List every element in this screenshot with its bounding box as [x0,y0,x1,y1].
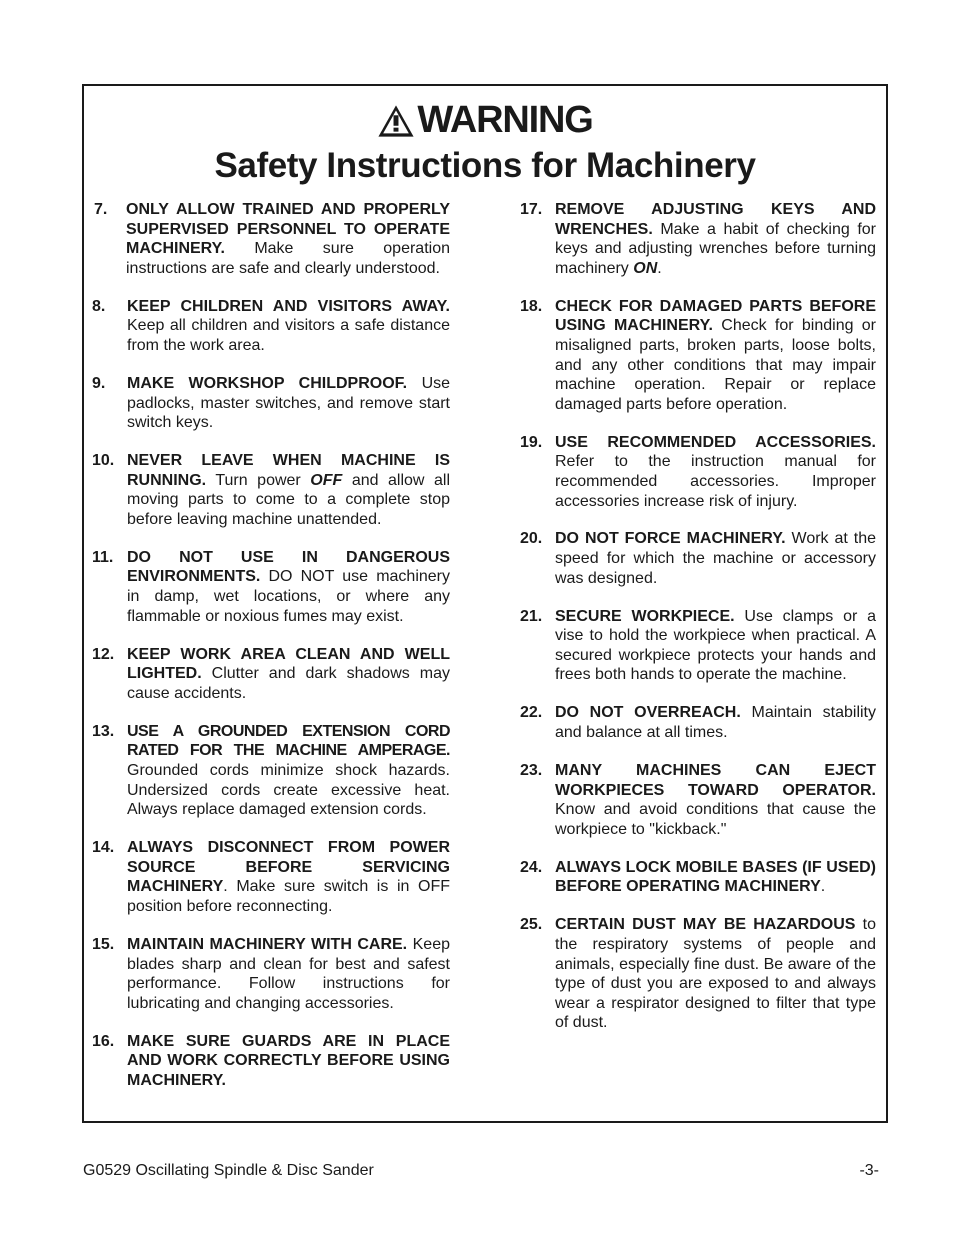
item-number: 11. [92,548,114,566]
item-text: Use clamps or a vise to hold the workpiece when practical. A secured workpiece protects your hands and frees both hands to operate the machine. [555,607,877,684]
item-number: 13. [92,722,115,740]
item-number: 9. [92,374,106,392]
item-text: . Make sure switch is in OFF position before reconnecting. [127,878,450,915]
item-number: 16. [92,1032,115,1050]
item-text: Make a habit of checking for keys and adjusting wrenches before turning machinery [555,220,876,277]
item-heading: MANY MACHINES CAN EJECT WORKPIECES TOWARD OPERATOR. [555,762,876,799]
safety-item-19 [520,433,876,511]
safety-item-7 [92,200,450,278]
warning-header [84,98,886,188]
safety-item-23 [520,761,876,839]
item-number: 15. [92,935,115,953]
item-heading: MAKE WORKSHOP CHILDPROOF. [127,374,408,392]
safety-item-14 [92,838,450,916]
item-heading: DO NOT FORCE MACHINERY. [555,530,786,548]
item-heading: REMOVE ADJUSTING KEYS AND WRENCHES. [555,201,876,238]
item-number: 18. [520,297,543,315]
left-column [92,200,450,1109]
item-text: Use padlocks, master switches, and remove start switch keys. [127,374,451,432]
item-text: to the respiratory systems of people and animals, especially fine dust. Be aware of the type of dust you are exposed to and always wear a respirator designed to filter that type of dust. [555,916,876,1032]
item-heading: NEVER LEAVE WHEN MACHINE IS RUNNING. [127,452,450,489]
item-number: 23. [520,762,543,779]
warning-heading [84,98,886,142]
item-number: 14. [92,839,115,857]
item-heading: ALWAYS LOCK MOBILE BASES (IF USED) BEFORE OPERATING MACHINERY [555,858,876,896]
item-number: 21. [520,607,543,625]
item-number: 12. [92,645,115,663]
item-number: 24. [520,858,543,876]
safety-item-9 [92,374,450,433]
item-text: DO NOT use machinery in damp, wet locations, or where any flammable or noxious fumes may exist. [127,568,450,625]
item-text: Make sure operation instructions are safe and clearly understood. [126,240,450,277]
item-text: Clutter and dark shadows may cause accidents. [127,665,450,702]
footer-manual-title: G0529 Oscillating Spindle & Disc Sander [83,1162,374,1179]
safety-item-20 [520,529,876,588]
item-emphasis: ON [633,259,658,277]
safety-item-10 [92,451,450,529]
item-text: and allow all moving parts to come to a complete stop before leaving machine unattended. [127,471,451,528]
safety-item-8 [92,297,450,356]
safety-item-11 [92,548,450,626]
safety-item-13 [92,722,450,820]
item-heading: KEEP WORK AREA CLEAN AND WELL LIGHTED. [127,645,450,683]
safety-item-22 [520,703,876,742]
item-text: Maintain stability and balance at all times. [555,704,877,742]
item-text: Grounded cords minimize shock hazards. Undersized cords create excessive heat. Always replace damaged extension cords. [127,762,450,819]
right-column [520,200,876,1051]
item-heading: USE RECOMMENDED ACCESSORIES. [555,433,876,451]
item-heading: DO NOT USE IN DANGEROUS ENVIRONMENTS. [127,548,450,586]
safety-item-21 [520,607,876,685]
safety-item-25 [520,915,876,1033]
item-heading: SECURE WORKPIECE. [555,607,735,625]
item-number: 17. [520,201,543,218]
item-heading: USE A GROUNDED EXTENSION CORD RATED FOR THE MACHINE AMPERAGE. [127,722,450,760]
safety-item-12 [92,645,450,704]
page-title: Safety Instructions for Machinery [214,146,756,185]
safety-item-17 [520,200,876,278]
item-heading: KEEP CHILDREN AND VISITORS AWAY. [127,297,450,315]
warning-box [82,84,888,1123]
item-number: 25. [520,916,543,934]
item-text: . [820,878,826,896]
item-number: 19. [520,433,543,451]
warning-triangle-icon [377,103,415,139]
item-text: Refer to the instruction manual for recommended accessories. Improper accessories increase risk of injury. [555,453,876,510]
warning-word: WARNING [417,99,593,141]
item-text: Know and avoid conditions that cause the workpiece to "kickback." [555,801,876,838]
item-number: 10. [92,452,115,470]
item-number: 20. [520,530,543,548]
item-heading: CERTAIN DUST MAY BE HAZARDOUS [555,916,856,934]
footer-page-number: -3- [859,1162,879,1179]
safety-item-15 [92,935,450,1013]
item-number: 7. [94,201,108,218]
item-text: Work at the speed for which the machine or accessory was designed. [555,530,876,587]
item-text: . [657,259,662,277]
item-heading: DO NOT OVERREACH. [555,704,741,722]
item-heading: ONLY ALLOW TRAINED AND PROPERLY SUPERVISED PERSONNEL TO OPERATE MACHINERY. [126,201,450,258]
item-text: Keep blades sharp and clean for best and safest performance. Follow instructions for lubricating and changing accessories. [127,935,450,1012]
item-text: Check for binding or misaligned parts, broken parts, loose bolts, and any other conditions that may impair machine operation. Repair or replace damaged parts before operation. [555,317,877,413]
safety-item-16 [92,1032,450,1091]
item-text: Keep all children and visitors a safe distance from the work area. [127,317,450,354]
safety-item-24 [520,858,876,897]
safety-item-18 [520,297,876,415]
item-heading: MAKE SURE GUARDS ARE IN PLACE AND WORK CORRECTLY BEFORE USING MACHINERY. [127,1032,450,1089]
item-heading: ALWAYS DISCONNECT FROM POWER SOURCE BEFORE SERVICING MACHINERY [127,839,450,896]
item-emphasis: OFF [310,471,343,489]
item-number: 22. [520,704,543,722]
item-heading: CHECK FOR DAMAGED PARTS BEFORE USING MACHINERY. [555,297,876,335]
item-number: 8. [92,297,106,315]
item-text: Turn power [215,471,301,489]
item-heading: MAINTAIN MACHINERY WITH CARE. [127,935,408,953]
